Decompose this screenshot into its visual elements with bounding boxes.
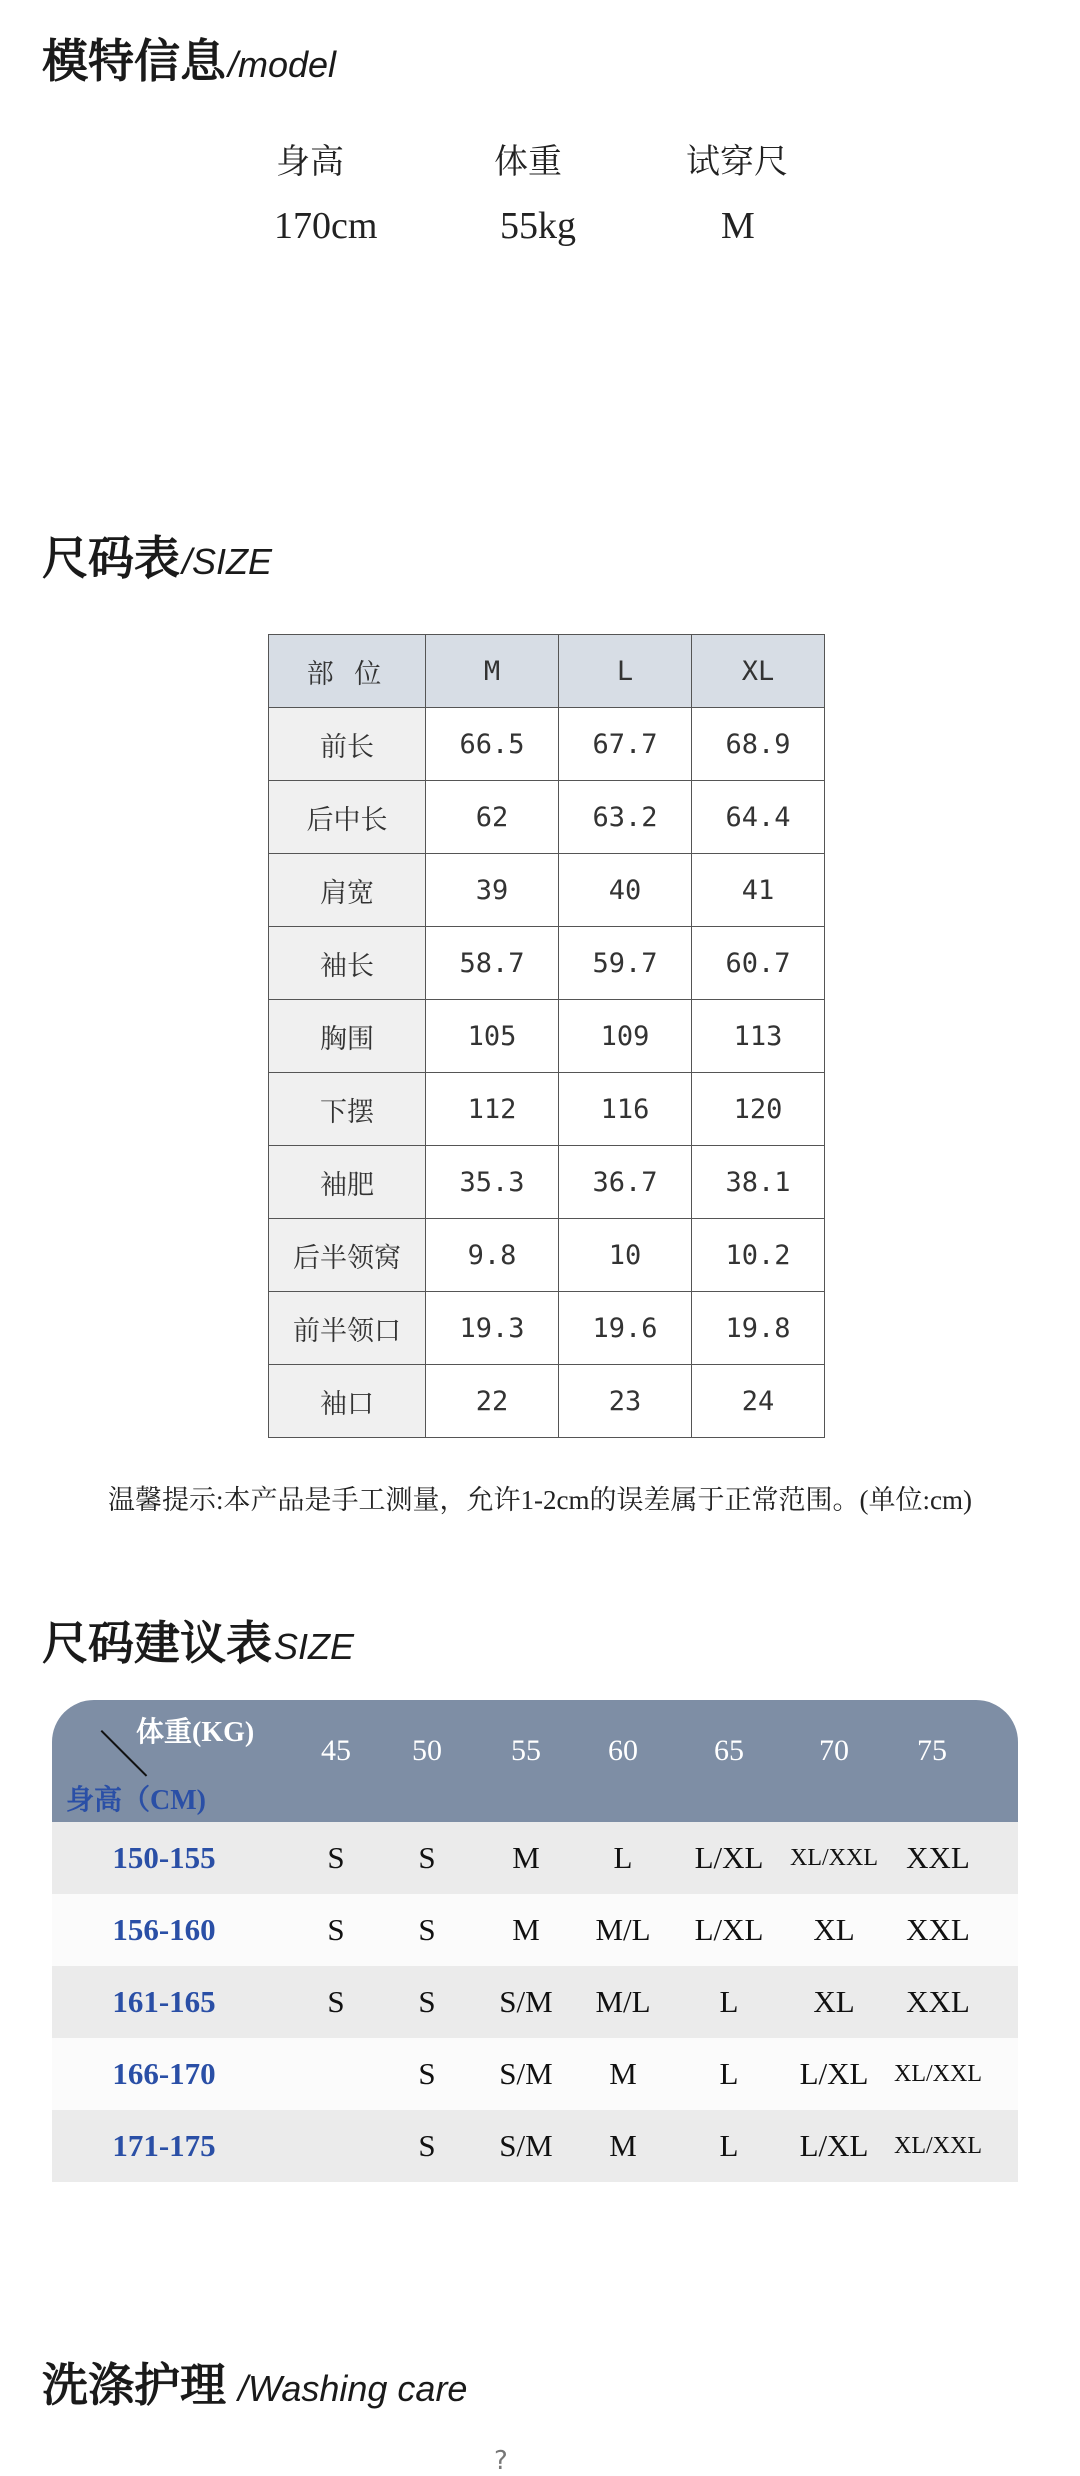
size-table-header: [269, 635, 825, 708]
size-part-cell: 胸围: [269, 1000, 426, 1073]
suggested-size-cell: XXL: [906, 1984, 970, 2019]
size-part-cell: 后中长: [269, 781, 426, 854]
height-axis-label: 身高（CM): [66, 1785, 206, 1816]
size-value-cell: 109: [559, 1000, 692, 1073]
size-value-cell: 39: [426, 854, 559, 927]
weight-column-header: 45: [321, 1734, 351, 1767]
size-suggestion-table: [52, 1700, 1018, 2182]
size-value-cell: 9.8: [426, 1219, 559, 1292]
size-title: 尺码表: [42, 531, 180, 585]
size-table-row: [269, 781, 825, 854]
size-value-cell: 62: [426, 781, 559, 854]
suggested-size-cell: S: [418, 2128, 436, 2163]
size-table-row: [269, 927, 825, 1000]
size-value-cell: 112: [426, 1073, 559, 1146]
size-value-cell: 40: [559, 854, 692, 927]
suggested-size-cell: S/M: [499, 1984, 553, 2019]
measurement-note: 温馨提示:本产品是手工测量，允许1-2cm的误差属于正常范围。(单位:cm): [108, 1485, 972, 1515]
model-value-size: M: [721, 205, 755, 247]
size-header-m: M: [426, 635, 559, 708]
suggested-size-cell: M: [512, 1840, 540, 1875]
suggest-row: [52, 2038, 1018, 2110]
size-value-cell: 19.3: [426, 1292, 559, 1365]
model-label-size: 试穿尺: [686, 142, 788, 182]
suggested-size-cell: S: [418, 1840, 436, 1875]
size-part-cell: 袖口: [269, 1365, 426, 1438]
weight-column-header: 55: [511, 1734, 541, 1767]
size-value-cell: 10: [559, 1219, 692, 1292]
suggested-size-cell: L: [719, 1984, 739, 2019]
height-range-cell: 171-175: [112, 2128, 216, 2163]
size-part-cell: 袖肥: [269, 1146, 426, 1219]
size-value-cell: 113: [692, 1000, 825, 1073]
suggest-header: [52, 1700, 1018, 1822]
suggested-size-cell: S: [418, 2056, 436, 2091]
suggested-size-cell: L/XL: [799, 2056, 869, 2091]
suggested-size-cell: S/M: [499, 2056, 553, 2091]
suggested-size-cell: M/L: [595, 1912, 651, 1947]
suggest-row: [52, 1822, 1018, 1894]
size-value-cell: 38.1: [692, 1146, 825, 1219]
size-value-cell: 22: [426, 1365, 559, 1438]
size-header-l: L: [559, 635, 692, 708]
size-value-cell: 24: [692, 1365, 825, 1438]
size-part-cell: 前半领口: [269, 1292, 426, 1365]
weight-column-header: 70: [819, 1734, 849, 1767]
weight-column-header: 50: [412, 1734, 442, 1767]
suggested-size-cell: M: [609, 2056, 637, 2091]
size-table-row: [269, 1219, 825, 1292]
weight-axis-label: 体重(KG): [136, 1717, 255, 1748]
size-value-cell: 105: [426, 1000, 559, 1073]
model-label-height: 身高: [276, 142, 344, 182]
size-part-cell: 前长: [269, 708, 426, 781]
size-table-row: [269, 1292, 825, 1365]
size-header-xl: XL: [692, 635, 825, 708]
size-value-cell: 60.7: [692, 927, 825, 1000]
suggested-size-cell: M: [512, 1912, 540, 1947]
suggested-size-cell: S: [418, 1912, 436, 1947]
size-value-cell: 116: [559, 1073, 692, 1146]
suggest-row: [52, 1966, 1018, 2038]
suggested-size-cell: XXL: [906, 1840, 970, 1875]
suggest-row: [52, 2110, 1018, 2182]
size-part-cell: 肩宽: [269, 854, 426, 927]
suggested-size-cell: L/XL: [694, 1840, 764, 1875]
suggested-size-cell: L/XL: [799, 2128, 869, 2163]
size-part-cell: 下摆: [269, 1073, 426, 1146]
care-section-title: [42, 2358, 468, 2412]
weight-column-header: 75: [917, 1734, 947, 1767]
size-title-en: /SIZE: [182, 541, 273, 582]
size-value-cell: 41: [692, 854, 825, 927]
suggest-section-title: [42, 1616, 355, 1670]
size-part-cell: 后半领窝: [269, 1219, 426, 1292]
size-value-cell: 36.7: [559, 1146, 692, 1219]
size-table-row: [269, 1000, 825, 1073]
size-section-title: [42, 531, 273, 585]
size-table-row: [269, 1146, 825, 1219]
weight-column-header: 60: [608, 1734, 638, 1767]
suggested-size-cell: M: [609, 2128, 637, 2163]
model-title: 模特信息: [42, 34, 226, 88]
suggest-title: 尺码建议表: [42, 1616, 272, 1670]
suggested-size-cell: XL: [813, 1984, 855, 2019]
suggested-size-cell: L/XL: [694, 1912, 764, 1947]
size-value-cell: 19.8: [692, 1292, 825, 1365]
suggested-size-cell: L: [719, 2056, 739, 2091]
model-value-weight: 55kg: [500, 205, 576, 247]
suggested-size-cell: S: [327, 1912, 345, 1947]
suggested-size-cell: XL/XXL: [790, 1845, 878, 1871]
suggested-size-cell: S: [327, 1984, 345, 2019]
suggested-size-cell: S: [418, 1984, 436, 2019]
size-table-row: [269, 1073, 825, 1146]
suggest-row: [52, 1894, 1018, 1966]
suggested-size-cell: XL/XXL: [894, 2061, 982, 2087]
suggested-size-cell: XL: [813, 1912, 855, 1947]
size-table-row: [269, 708, 825, 781]
size-value-cell: 19.6: [559, 1292, 692, 1365]
care-title: 洗涤护理: [42, 2358, 226, 2412]
model-label-weight: 体重: [494, 142, 562, 182]
size-value-cell: 58.7: [426, 927, 559, 1000]
size-value-cell: 68.9: [692, 708, 825, 781]
care-title-en: /Washing care: [228, 2368, 468, 2409]
suggested-size-cell: M/L: [595, 1984, 651, 2019]
size-table-row: [269, 854, 825, 927]
height-range-cell: 156-160: [112, 1912, 216, 1947]
model-title-en: /model: [228, 44, 337, 85]
height-range-cell: 161-165: [112, 1984, 216, 2019]
weight-column-header: 65: [714, 1734, 744, 1767]
size-part-cell: 袖长: [269, 927, 426, 1000]
suggested-size-cell: S/M: [499, 2128, 553, 2163]
size-table-row: [269, 1365, 825, 1438]
size-value-cell: 64.4: [692, 781, 825, 854]
suggested-size-cell: L: [719, 2128, 739, 2163]
size-value-cell: 67.7: [559, 708, 692, 781]
size-value-cell: 120: [692, 1073, 825, 1146]
size-value-cell: 23: [559, 1365, 692, 1438]
size-table: [268, 634, 825, 1438]
model-section-title: [42, 34, 337, 88]
height-range-cell: 166-170: [112, 2056, 216, 2091]
suggested-size-cell: L: [613, 1840, 633, 1875]
suggested-size-cell: XL/XXL: [894, 2133, 982, 2159]
care-mark: ?: [494, 2446, 508, 2476]
size-value-cell: 10.2: [692, 1219, 825, 1292]
size-value-cell: 66.5: [426, 708, 559, 781]
size-value-cell: 35.3: [426, 1146, 559, 1219]
size-value-cell: 59.7: [559, 927, 692, 1000]
suggested-size-cell: XXL: [906, 1912, 970, 1947]
size-header-part: 部 位: [269, 635, 426, 708]
size-value-cell: 63.2: [559, 781, 692, 854]
suggest-title-en: SIZE: [274, 1626, 355, 1667]
suggested-size-cell: S: [327, 1840, 345, 1875]
model-value-height: 170cm: [274, 205, 378, 247]
height-range-cell: 150-155: [112, 1840, 216, 1875]
